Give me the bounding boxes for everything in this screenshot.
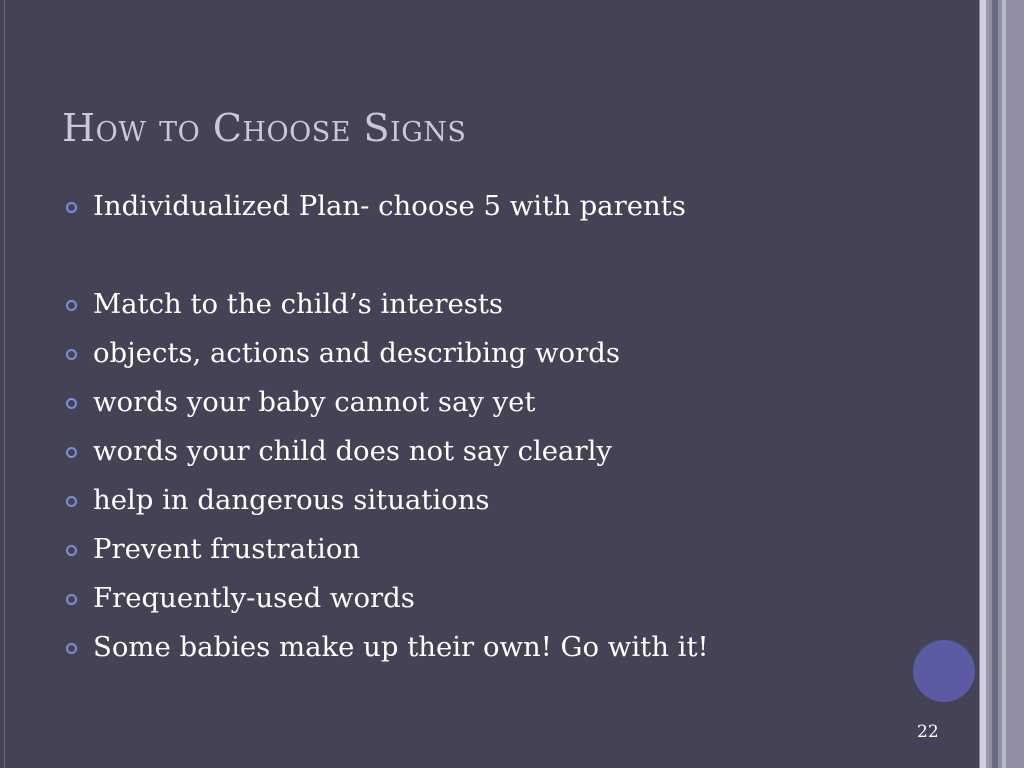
bullet-item bbox=[62, 378, 709, 427]
bullet-list bbox=[62, 182, 709, 672]
bullet-circle-icon bbox=[66, 300, 77, 311]
stripe-4 bbox=[1002, 0, 1006, 768]
stripe-5 bbox=[1010, 0, 1024, 768]
stripe-3 bbox=[992, 0, 998, 768]
decorative-circle-icon bbox=[913, 640, 975, 702]
bullet-item bbox=[62, 280, 709, 329]
bullet-text: help in dangerous situations bbox=[93, 484, 490, 516]
stripe-2 bbox=[986, 0, 989, 768]
right-edge-stripes bbox=[980, 0, 1024, 768]
bullet-circle-icon bbox=[66, 643, 77, 654]
slide-title: How to Choose Signs bbox=[62, 106, 467, 150]
bullet-circle-icon bbox=[66, 594, 77, 605]
bullet-circle-icon bbox=[66, 349, 77, 360]
bullet-item bbox=[62, 427, 709, 476]
bullet-text: Individualized Plan- choose 5 with parents bbox=[93, 190, 686, 222]
bullet-circle-icon bbox=[66, 447, 77, 458]
bullet-text: Frequently-used words bbox=[93, 582, 415, 614]
bullet-circle-icon bbox=[66, 202, 77, 213]
bullet-item bbox=[62, 623, 709, 672]
bullet-text: words your child does not say clearly bbox=[93, 435, 612, 467]
bullet-item bbox=[62, 525, 709, 574]
bullet-text: Match to the child’s interests bbox=[93, 288, 504, 320]
bullet-circle-icon bbox=[66, 496, 77, 507]
bullet-circle-icon bbox=[66, 398, 77, 409]
bullet-item bbox=[62, 329, 709, 378]
page-number: 22 bbox=[917, 722, 939, 742]
bullet-circle-icon bbox=[66, 545, 77, 556]
bullet-item bbox=[62, 182, 709, 231]
bullet-item bbox=[62, 476, 709, 525]
bullet-text: Some babies make up their own! Go with it! bbox=[93, 631, 709, 663]
bullet-text: objects, actions and describing words bbox=[93, 337, 620, 369]
bullet-text: Prevent frustration bbox=[93, 533, 361, 565]
bullet-text: words your baby cannot say yet bbox=[93, 386, 536, 418]
bullet-item bbox=[62, 574, 709, 623]
